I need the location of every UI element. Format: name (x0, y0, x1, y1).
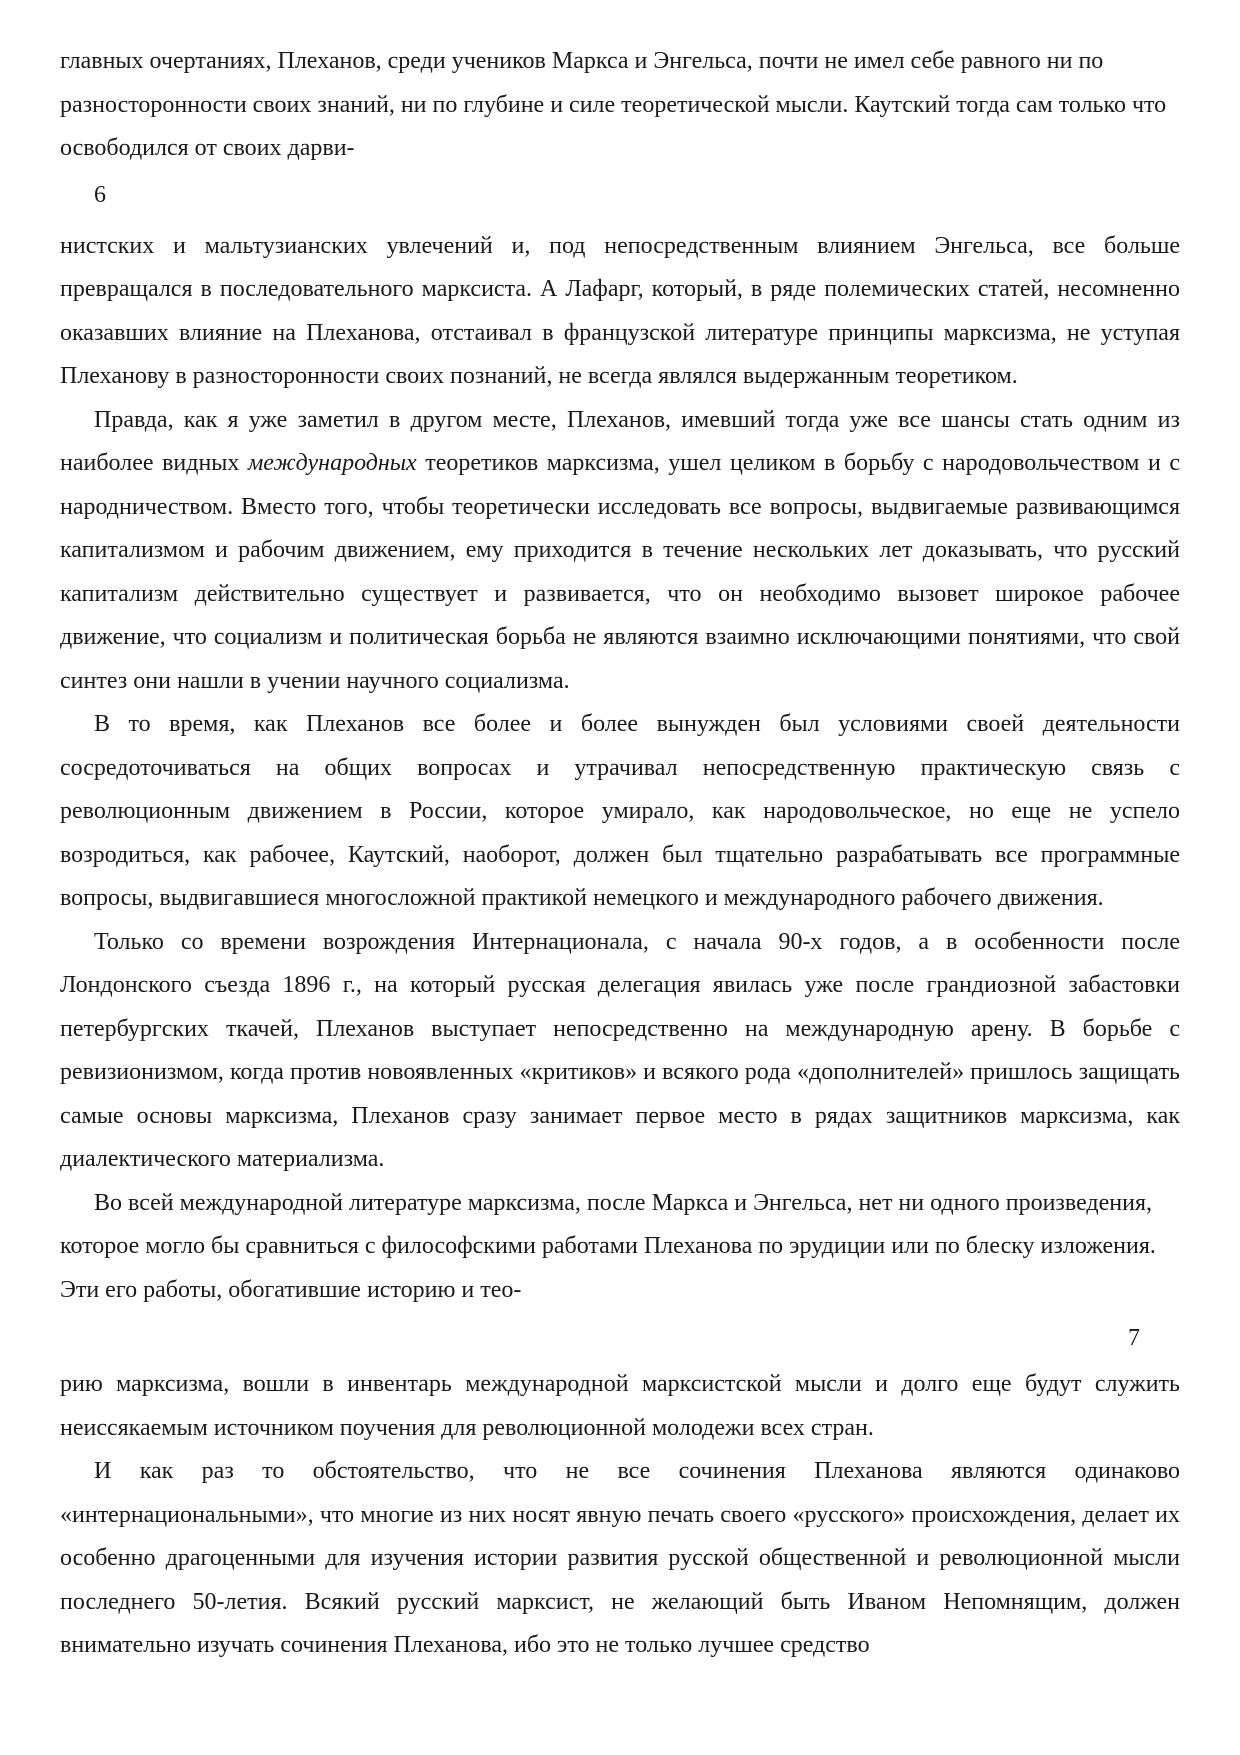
paragraph-text: теоретиков марксизма, ушел целиком в борьбу с народовольчеством и с народничеством. Вместо того, чтобы теоретически исследовать все вопросы, выдвигаемые развивающимся капитализмом и рабочим движением, ему приходится в течение нескольких лет доказывать, что русский капитализм действительно существует и развивается, что он необходимо вызовет широкое рабочее движение, что социализм и политическая борьба не являются взаимно исключающими понятиями, что свой синтез они нашли в учении научного социализма. (60, 450, 1180, 694)
paragraph-text: Только со времени возрождения Интернационала, с начала 90-х годов, а в особенности после Лондонского съезда 1896 г., на который русская делегация явилась уже после грандиозной забастовки петербургских ткачей, Плеханов выступает непосредственно на международную арену. В борьбе с ревизионизмом, когда против новоявленных «критиков» и всякого рода «дополнителей» пришлось защищать самые основы марксизма, Плеханов сразу занимает первое место в рядах защитников марксизма, как диалектического материализма. (60, 928, 1180, 1172)
paragraph-text: рию марксизма, вошли в инвентарь международной марксистской мысли и долго еще будут служить неиссякаемым источником поучения для революционной молодежи всех стран. (60, 1371, 1180, 1441)
emphasis-text: международных (247, 450, 417, 476)
page-number: 7 (1128, 1325, 1140, 1351)
paragraph (60, 921, 1180, 1182)
paragraph-text: главных очертаниях, Плеханов, среди учеников Маркса и Энгельса, почти не имел себе равного ни по разносторонности своих знаний, ни по глубине и силе теоретической мысли. Каутский тогда сам только что освободился от своих дарви- (60, 48, 1167, 161)
paragraph (60, 703, 1180, 921)
paragraph (60, 1363, 1180, 1450)
paragraph-text: И как раз то обстоятельство, что не все сочинения Плеханова являются одинаково «интернациональными», что многие из них носят явную печать своего «русского» происхождения, делает их особенно драгоценными для изучения истории развития русской общественной и революционной мысли последнего 50-летия. Всякий русский марксист, не желающий быть Иваном Непомнящим, должен внимательно изучать сочинения Плеханова, ибо это не только лучшее средство (60, 1458, 1180, 1658)
paragraph (60, 1450, 1180, 1668)
paragraph (60, 399, 1180, 704)
paragraph (60, 1182, 1180, 1313)
page-number: 6 (94, 181, 106, 208)
paragraph-text: Во всей международной литературе марксизма, после Маркса и Энгельса, нет ни одного произведения, которое могло бы сравниться с философскими работами Плеханова по эрудиции или по блеску изложения. Эти его работы, обогатившие историю и тео- (60, 1189, 1156, 1303)
document-page (60, 40, 1180, 1668)
paragraph-text: нистских и мальтузианских увлечений и, под непосредственным влиянием Энгельса, все больше превращался в последовательного марксиста. А Лафарг, который, в ряде полемических статей, несомненно оказавших влияние на Плеханова, отстаивал в французской литературе принципы марксизма, не уступая Плеханову в разносторонности своих познаний, не всегда являлся выдержанным теоретиком. (60, 232, 1180, 389)
paragraph (60, 225, 1180, 399)
paragraph-text: Правда, как я уже заметил в другом месте, Плеханов, имевший тогда уже все шансы стать одним из наиболее видных (60, 406, 1180, 476)
paragraph-text: В то время, как Плеханов все более и более вынужден был условиями своей деятельности сосредоточиваться на общих вопросах и утрачивал непосредственную практическую связь с революционным движением в России, которое умирало, как народовольческое, но еще не успело возродиться, как рабочее, Каутский, наоборот, должен был тщательно разрабатывать все программные вопросы, выдвигавшиеся многосложной практикой немецкого и международного рабочего движения. (60, 711, 1180, 911)
paragraph (60, 40, 1180, 171)
